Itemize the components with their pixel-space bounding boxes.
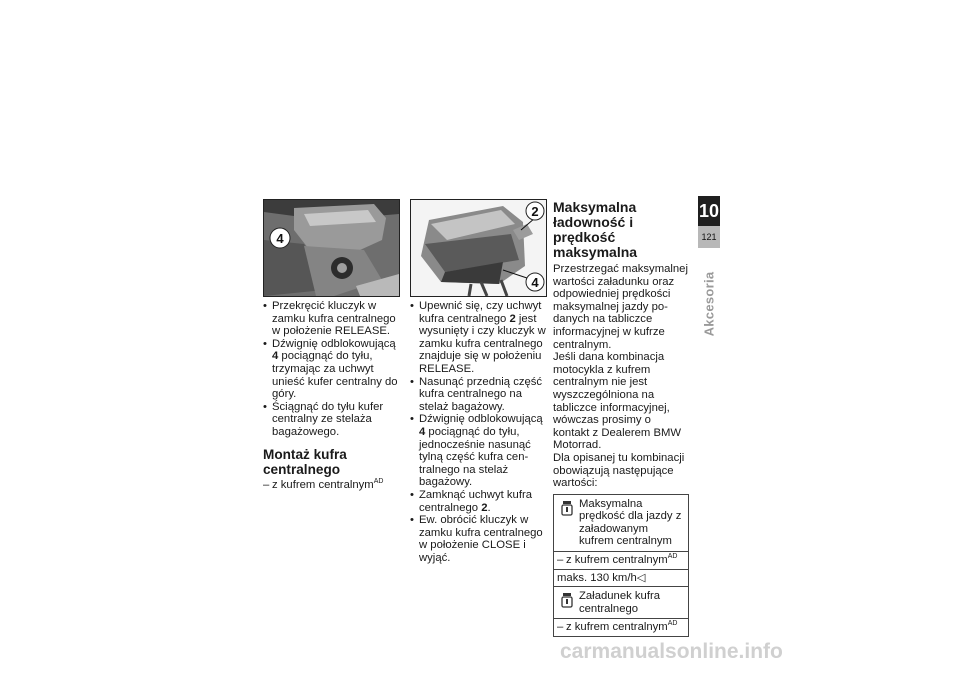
chapter-label: Akcesoria — [701, 271, 717, 337]
spec-value-max-speed: maks. 130 km/h◁ — [554, 569, 688, 587]
list-item: • Nasunąć przednią część kufra centralnego na stelaż bagażowy. — [410, 376, 546, 414]
reference-number: 4 — [272, 350, 279, 363]
column-3 — [553, 200, 689, 637]
watermark: carmanualsonline.info — [560, 640, 783, 663]
list-item: • Ściągnąć do tyłu kufer centralny ze stelaża bagażowego. — [263, 401, 398, 439]
page-number: 121 — [698, 226, 720, 248]
paragraph: Dla opisanej tu kombinacji obowiązują następujące wartości: — [553, 451, 685, 490]
spec-header-max-speed: Maksymalna prędkość dla jazdy z załadowanym kufrem centralnym — [554, 495, 688, 551]
reference-number: 2 — [481, 501, 488, 514]
condition-line: – z kufrem centralnym$^{AD}$ — [263, 479, 398, 492]
section-heading-max-load: Maksymalna ładowność i prędkość maksymalna — [553, 199, 638, 260]
reference-number: 2 — [509, 312, 516, 325]
list-item: • Dźwignię odblokowującą 4 pociągnąć do tyłu, trzymając za uchwyt unieść kufer centralny do góry. — [263, 338, 398, 401]
spec-condition: – z kufrem centralnym$^{AD}$ — [554, 551, 688, 569]
spec-header-load: Załadunek kufra centralnego — [554, 586, 688, 618]
reference-number: 4 — [419, 425, 426, 438]
topcase-icon — [561, 591, 573, 609]
paragraph: Przestrzegać maksymalnej wartości załadunku oraz odpowiedniej prędkości maksymalnej jazdy podanych na tabliczce informacyjnej w kufrze centralnym. — [553, 263, 688, 351]
list-item: • Przekręcić kluczyk w zamku kufra centralnego w położenie RELEASE. — [263, 300, 398, 338]
list-item: • Upewnić się, czy uchwyt kufra centralnego 2 jest wysunięty i czy kluczyk w zamku kufra centralnego znajduje się w położeniu RELEASE. — [410, 300, 546, 376]
callout-4: 4 — [276, 231, 284, 246]
chapter-number: 10 — [698, 196, 720, 226]
removal-steps — [263, 300, 398, 439]
list-item: • Dźwignię odblokowującą 4 pociągnąć do tyłu, jednocześnie nasunąć tylną część kufra centralnego na stelaż bagażowy. — [410, 413, 546, 489]
column-2 — [410, 300, 546, 564]
spec-condition: – z kufrem centralnym$^{AD}$ — [554, 618, 688, 636]
spec-table — [553, 494, 689, 637]
mounting-steps — [410, 300, 546, 564]
callout-2: 2 — [531, 204, 539, 219]
paragraph: Jeśli dana kombinacja motocykla z kufrem centralnym nie jest wyszczególniona na tabliczce informacyjnej, wówczas prosimy o kontakt z Dealerem BMW Motorrad. — [553, 351, 682, 452]
column-1 — [263, 300, 398, 491]
topcase-icon — [561, 499, 573, 517]
photo-topcase-lock — [263, 199, 400, 297]
photo-topcase-mounting — [410, 199, 547, 297]
list-item: • Ew. obrócić kluczyk w zamku kufra centralnego w położenie CLOSE i wyjąć. — [410, 514, 546, 564]
section-heading-mounting: Montaż kufra centralnego — [263, 446, 347, 477]
callout-4: 4 — [531, 275, 539, 290]
list-item: • Zamknąć uchwyt kufra centralnego 2. — [410, 489, 546, 514]
